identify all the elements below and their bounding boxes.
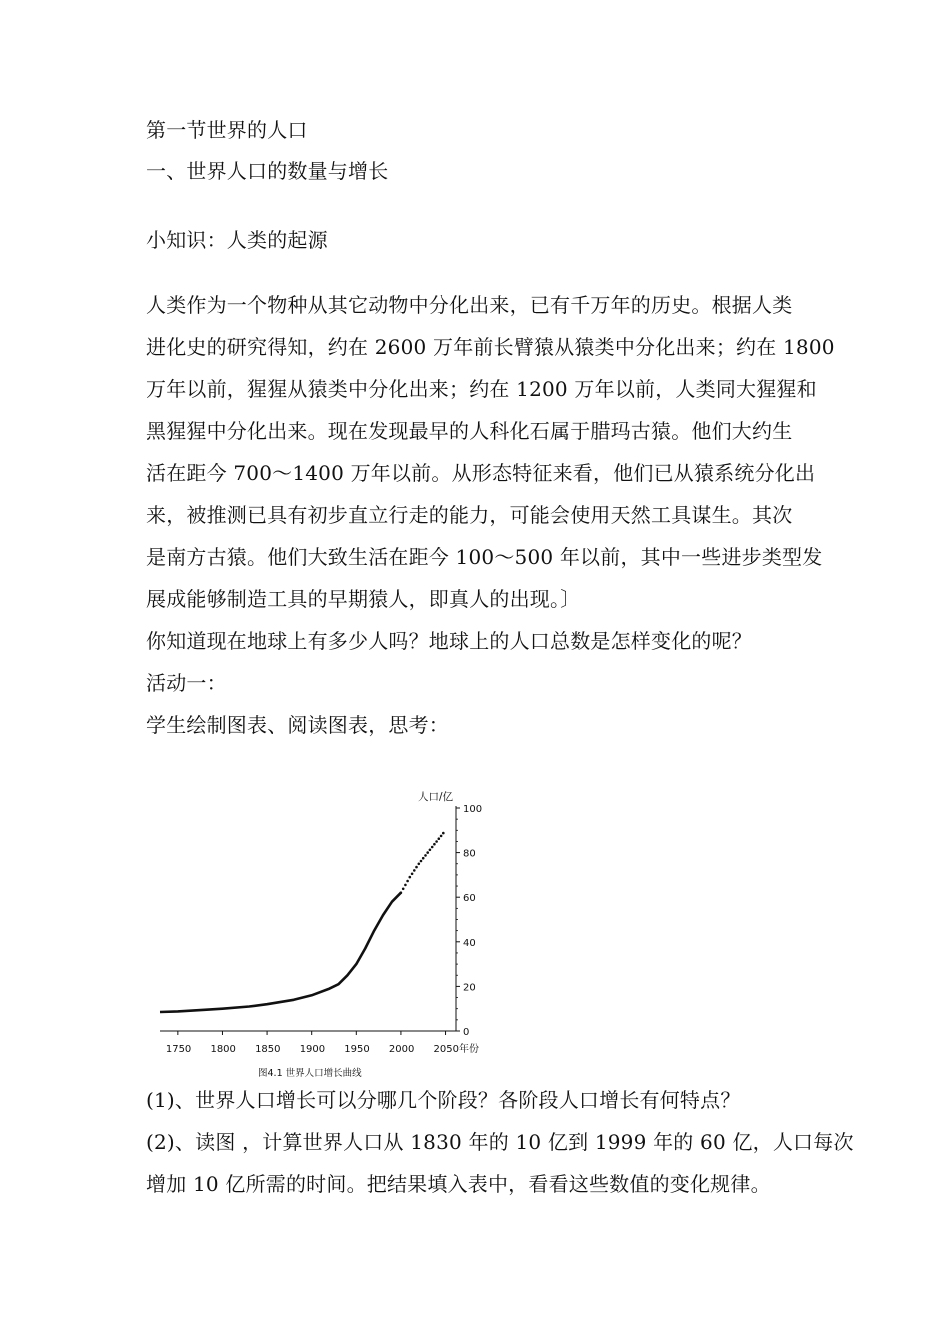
projection-point	[422, 857, 425, 860]
paragraph-line: 万年以前，猩猩从猿类中分化出来；约在 1200 万年以前，人类同大猩猩和	[146, 377, 817, 401]
paragraph-line: 是南方古猿。他们大致生活在距今 100～500 年以前，其中一些进步类型发	[146, 545, 823, 569]
projection-point	[435, 840, 438, 843]
projection-point	[406, 880, 409, 883]
x-tick-label: 1900	[299, 1044, 326, 1055]
question-2-line-1: (2)、读图 ，计算世界人口从 1830 年的 10 亿到 1999 年的 60 亿，人口每次	[146, 1130, 854, 1154]
x-tick-label: 2050年份	[433, 1044, 479, 1055]
projection-point	[402, 888, 405, 891]
question-2-line-2: 增加 10 亿所需的时间。把结果填入表中，看看这些数值的变化规律。	[146, 1172, 771, 1196]
projection-point	[413, 869, 416, 872]
paragraph-line: 人类作为一个物种从其它动物中分化出来，已有千万年的历史。根据人类	[146, 293, 793, 317]
x-tick-label: 1750	[165, 1044, 192, 1055]
paragraph-line: 活在距今 700～1400 万年以前。从形态特征来看，他们已从猿系统分化出	[146, 461, 816, 485]
projection-point	[424, 854, 427, 857]
x-tick-label: 1850	[255, 1044, 281, 1055]
projection-point	[404, 884, 407, 887]
y-tick-label: 100	[463, 804, 483, 815]
chart-caption: 图4.1 世界人口增长曲线	[258, 1068, 362, 1079]
x-tick-label: 1800	[210, 1044, 236, 1055]
y-tick-label: 40	[463, 937, 476, 949]
paragraph-line: 进化史的研究得知，约在 2600 万年前长臂猿从猿类中分化出来；约在 1800	[146, 335, 835, 359]
x-tick-label: 2000	[388, 1044, 415, 1055]
paragraph-line: 展成能够制造工具的早期猿人，即真人的出现。〕	[146, 587, 581, 611]
projection-point	[431, 846, 434, 849]
y-tick-label: 0	[463, 1027, 470, 1038]
activity-label: 活动一：	[146, 671, 227, 695]
y-tick-label: 20	[463, 982, 476, 994]
page-title: 第一节世界的人口	[146, 118, 308, 142]
projection-point	[440, 835, 443, 838]
paragraph-line: 来，被推测已具有初步直立行走的能力，可能会使用天然工具谋生。其次	[146, 503, 793, 527]
projection-point	[418, 863, 421, 866]
projection-point	[426, 851, 429, 854]
question-line: 你知道现在地球上有多少人吗？地球上的人口总数是怎样变化的呢？	[146, 629, 752, 653]
projection-point	[415, 866, 418, 869]
activity-instruction: 学生绘制图表、阅读图表，思考：	[146, 713, 449, 737]
x-tick-label: 1950	[344, 1044, 370, 1055]
section-heading: 一、世界人口的数量与增长	[146, 159, 389, 183]
paragraph-line: 黑猩猩中分化出来。现在发现最早的人科化石属于腊玛古猿。他们大约生	[146, 419, 793, 443]
y-tick-label: 60	[463, 893, 476, 905]
projection-point	[442, 832, 445, 835]
population-growth-chart	[150, 780, 510, 1085]
population-curve-historic	[160, 893, 401, 1012]
question-1: (1)、世界人口增长可以分哪几个阶段？各阶段人口增长有何特点？	[146, 1088, 741, 1112]
knowledge-label: 小知识：人类的起源	[146, 228, 328, 252]
projection-point	[411, 873, 414, 876]
projection-point	[433, 843, 436, 846]
projection-point	[429, 849, 432, 852]
projection-point	[438, 837, 441, 840]
y-axis-label: 人口/亿	[417, 791, 453, 803]
projection-point	[409, 876, 412, 879]
projection-point	[420, 860, 423, 863]
y-tick-label: 80	[463, 848, 476, 860]
projection-point	[400, 891, 403, 894]
